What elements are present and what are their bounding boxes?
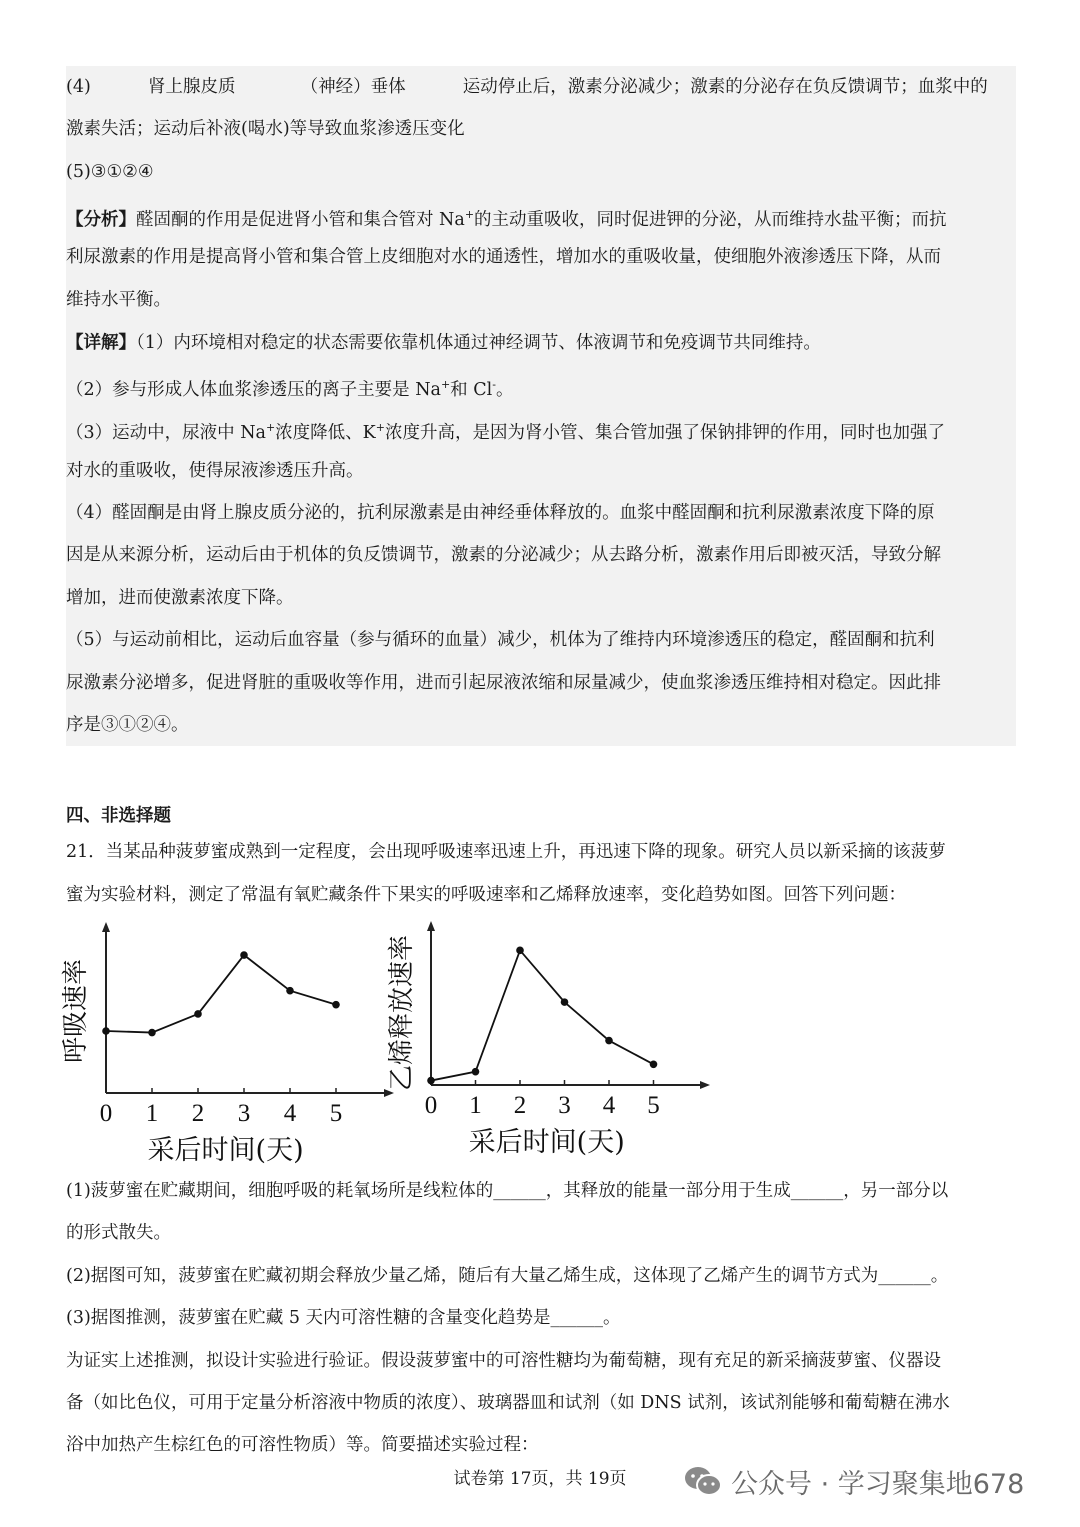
- analysis-line-3: 维持水平衡。: [66, 290, 171, 310]
- analysis-tag: 【分析】: [66, 210, 136, 230]
- question-3-line-2: 为证实上述推测，拟设计实验进行验证。假设菠萝蜜中的可溶性糖均为葡萄糖，现有充足的新采摘菠萝蜜、仪器设: [66, 1351, 941, 1371]
- y-axis-arrow: [102, 922, 110, 932]
- question-3-line-3: 备（如比色仪，可用于定量分析溶液中物质的浓度）、玻璃器皿和试剂（如 DNS 试剂，该试剂能够和葡萄糖在沸水: [66, 1393, 950, 1413]
- respiration-rate-chart: [61, 922, 394, 1166]
- x-tick-label: 0: [99, 1100, 113, 1127]
- answer-blank-1: 肾上腺皮质: [147, 77, 236, 97]
- x-tick-label: 3: [237, 1100, 251, 1127]
- x-tick-label: 1: [469, 1092, 482, 1119]
- data-point: [516, 947, 524, 955]
- analysis-paragraph: [66, 203, 947, 232]
- question-1: (1)菠萝蜜在贮藏期间，细胞呼吸的耗氧场所是线粒体的______，其释放的能量一部分用于生成______，另一部分以: [66, 1181, 949, 1201]
- detail-text: （3）运动中，尿液中 Na: [66, 423, 266, 443]
- detail-text: 浓度升高，是因为肾小管、集合管加强了保钠排钾的作用，同时也加强了: [384, 423, 945, 443]
- data-point: [102, 1027, 110, 1035]
- detail-text: 浓度降低、K: [275, 423, 376, 443]
- data-point: [286, 987, 294, 995]
- watermark: [683, 1462, 1024, 1501]
- detail-paragraph-3: [66, 416, 945, 445]
- x-tick-label: 5: [329, 1100, 343, 1127]
- x-tick-label: 3: [558, 1092, 571, 1119]
- question-3: (3)据图推测，菠萝蜜在贮藏 5 天内可溶性糖的含量变化趋势是______。: [66, 1308, 621, 1328]
- detail-text: （1）内环境相对稳定的状态需要依靠机体通过神经调节、体液调节和免疫调节共同维持。: [136, 333, 821, 353]
- data-point: [605, 1037, 613, 1045]
- series-line: [106, 955, 336, 1033]
- detail-line: 对水的重吸收，使得尿液渗透压升高。: [66, 461, 364, 481]
- detail-text: （2）参与形成人体血浆渗透压的离子主要是 Na: [66, 380, 441, 400]
- detail-paragraph-1: [66, 331, 821, 355]
- wechat-icon: [683, 1465, 723, 1499]
- x-axis-label: 采后时间(天): [468, 1127, 625, 1158]
- figure-charts: [61, 925, 716, 1166]
- analysis-text: 醛固酮的作用是促进肾小管和集合管对 Na: [136, 210, 465, 230]
- watermark-text: 公众号 · 学习聚集地678: [731, 1469, 1025, 1500]
- detail-line: 增加，进而使激素浓度下降。: [66, 588, 294, 608]
- x-axis-arrow: [700, 1081, 710, 1089]
- x-tick-label: 2: [513, 1092, 527, 1119]
- superscript: +: [375, 421, 385, 434]
- detail-text: 和 Cl: [450, 380, 493, 400]
- y-axis-label: 乙烯释放速率: [387, 934, 417, 1092]
- x-tick-label: 0: [424, 1092, 438, 1119]
- data-point: [240, 951, 248, 959]
- x-tick-label: 4: [602, 1092, 616, 1119]
- series-line: [431, 950, 654, 1080]
- superscript: -: [492, 378, 496, 391]
- question-3-line-4: 浴中加热产生棕红色的可溶性物质）等。简要描述实验过程：: [66, 1435, 539, 1455]
- page-footer: 试卷第 17页，共 19页: [453, 1469, 627, 1489]
- analysis-text: 的主动重吸收，同时促进钾的分泌，从而维持水盐平衡；而抗: [474, 210, 947, 230]
- detail-line: 因是从来源分析，运动后由于机体的负反馈调节，激素的分泌减少；从去路分析，激素作用后即被灭活，导致分解: [66, 545, 941, 565]
- data-point: [194, 1010, 202, 1018]
- x-tick-label: 1: [145, 1100, 159, 1127]
- superscript: +: [464, 208, 475, 221]
- detail-paragraph-4: （4）醛固酮是由肾上腺皮质分泌的，抗利尿激素是由神经垂体释放的。血浆中醛固酮和抗利尿激素浓度下降的原: [66, 503, 935, 523]
- data-point: [332, 1001, 340, 1009]
- analysis-line-2: 利尿激素的作用是提高肾小管和集合管上皮细胞对水的通透性，增加水的重吸收量，使细胞外液渗透压下降，从而: [66, 247, 941, 267]
- answer-number: (4): [66, 77, 91, 97]
- section-heading: 四、非选择题: [66, 806, 171, 826]
- ethylene-rate-chart: [387, 921, 710, 1158]
- detail-line: 尿激素分泌增多，促进肾脏的重吸收等作用，进而引起尿液浓缩和尿量减少，使血浆渗透压维持相对稳定。因此排: [66, 673, 941, 693]
- data-point: [472, 1068, 480, 1076]
- question-21-stem: 21．当某品种菠萝蜜成熟到一定程度，会出现呼吸速率迅速上升，再迅速下降的现象。研究人员以新采摘的该菠萝: [66, 842, 946, 862]
- data-point: [427, 1077, 435, 1085]
- y-axis-label: 呼吸速率: [61, 958, 91, 1064]
- answer-line-4: [66, 75, 988, 99]
- detail-tag: 【详解】: [66, 333, 136, 353]
- question-1-line-2: 的形式散失。: [66, 1223, 171, 1243]
- answer-blank-3: 运动停止后，激素分泌减少；激素的分泌存在负反馈调节；血浆中的: [462, 77, 988, 97]
- answer-line-4b: 激素失活；运动后补液(喝水)等导致血浆渗透压变化: [66, 119, 465, 139]
- superscript: +: [265, 421, 276, 434]
- data-point: [650, 1060, 658, 1068]
- detail-paragraph-2: [66, 373, 513, 402]
- x-tick-label: 2: [191, 1100, 205, 1127]
- x-tick-label: 5: [647, 1092, 660, 1119]
- detail-paragraph-5: （5）与运动前相比，运动后血容量（参与循环的血量）减少，机体为了维持内环境渗透压的稳定，醛固酮和抗利: [66, 630, 935, 650]
- y-axis-arrow: [427, 921, 435, 931]
- x-axis-label: 采后时间(天): [147, 1135, 304, 1166]
- data-point: [561, 998, 569, 1006]
- question-21-stem-2: 蜜为实验材料，测定了常温有氧贮藏条件下果实的呼吸速率和乙烯释放速率，变化趋势如图。回答下列问题：: [66, 885, 906, 905]
- superscript: +: [440, 378, 451, 391]
- answer-line-5: (5)③①②④: [66, 162, 154, 182]
- detail-line: 序是③①②④。: [66, 715, 189, 735]
- question-2: (2)据图可知，菠萝蜜在贮藏初期会释放少量乙烯，随后有大量乙烯生成，这体现了乙烯产生的调节方式为______。: [66, 1266, 949, 1286]
- answer-blank-2: （神经）垂体: [300, 77, 406, 97]
- x-tick-label: 4: [283, 1100, 297, 1127]
- data-point: [148, 1029, 156, 1037]
- detail-text: 。: [495, 380, 514, 400]
